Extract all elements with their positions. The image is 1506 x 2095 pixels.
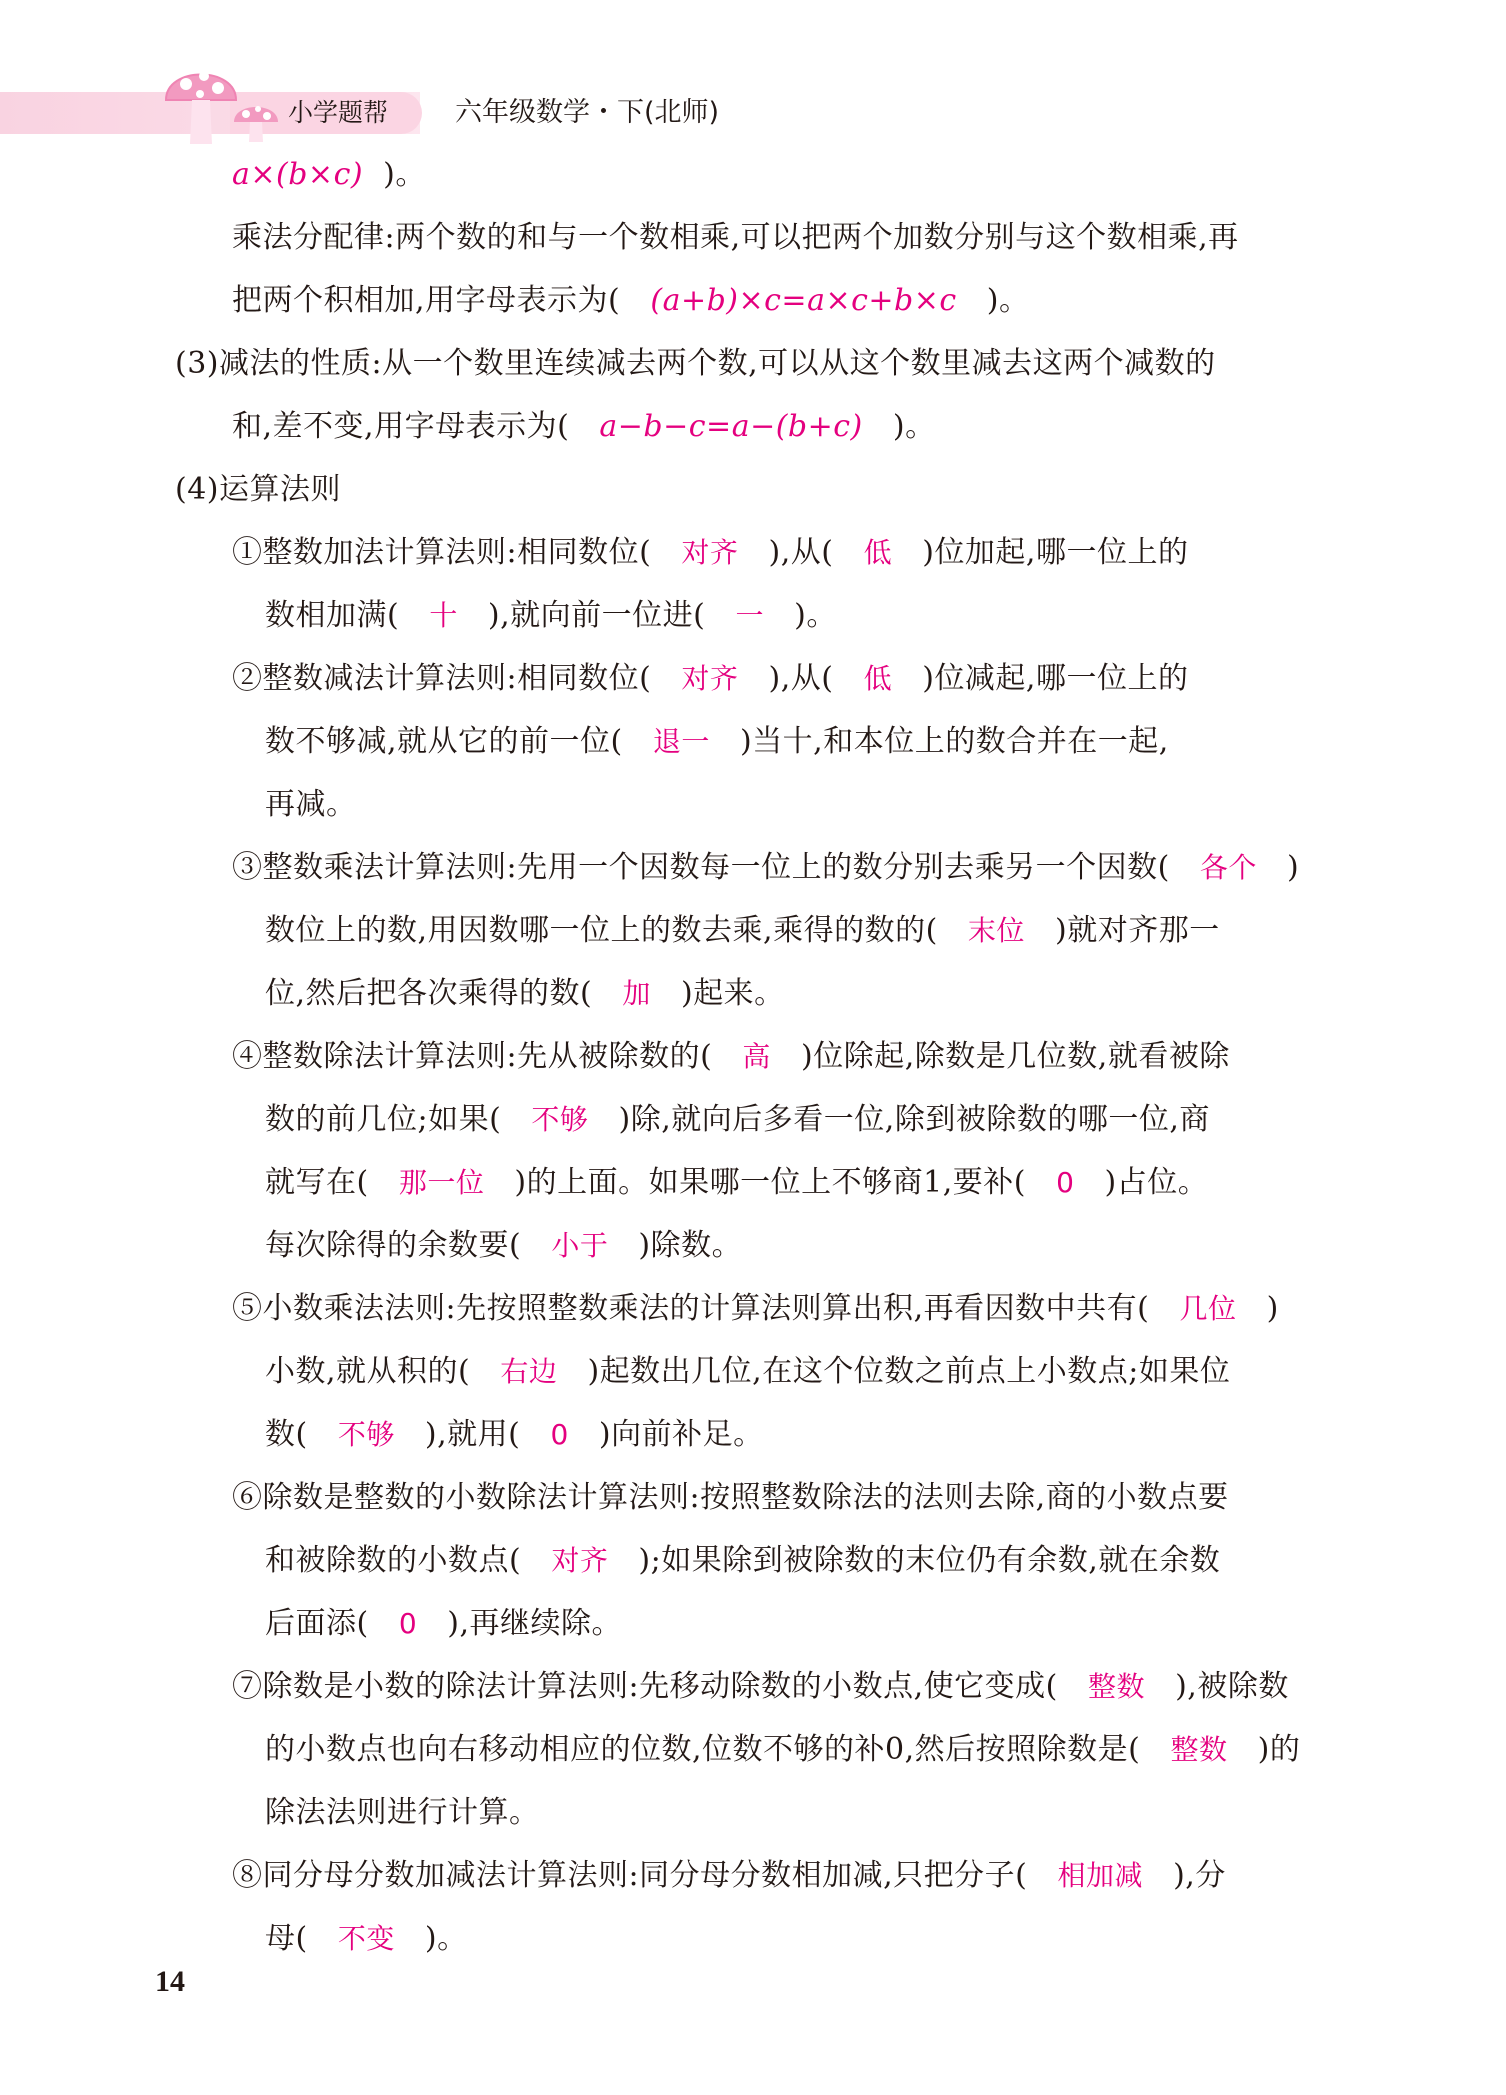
book-title: 六年级数学・下(北师) xyxy=(455,97,720,128)
series-label: 小学题帮 xyxy=(288,98,389,127)
answer: 0 xyxy=(398,1607,418,1640)
answer: 低 xyxy=(863,536,893,569)
text-line: ③整数乘法计算法则:先用一个因数每一位上的数分别去乘另一个因数( 各个 ) xyxy=(232,850,1300,885)
answer: 整数 xyxy=(1170,1733,1228,1766)
answer: 相加减 xyxy=(1057,1859,1143,1892)
text-line: ④整数除法计算法则:先从被除数的( 高 )位除起,除数是几位数,就看被除 xyxy=(232,1039,1230,1074)
answer: 低 xyxy=(863,662,893,695)
answer: 0 xyxy=(1056,1166,1075,1199)
text-line: ⑤小数乘法法则:先按照整数乘法的计算法则算出积,再看因数中共有( 几位 ) xyxy=(232,1291,1279,1326)
text-line: 小数,就从积的( 右边 )起数出几位,在这个位数之前点上小数点;如果位 xyxy=(265,1354,1231,1389)
text-line: 数的前几位;如果( 不够 )除,就向后多看一位,除到被除数的哪一位,商 xyxy=(265,1102,1210,1137)
text-line: 的小数点也向右移动相应的位数,位数不够的补0,然后按照除数是( 整数 )的 xyxy=(265,1732,1301,1767)
text-line: 数不够减,就从它的前一位( 退一 )当十,和本位上的数合并在一起, xyxy=(265,724,1169,759)
text-line: ⑦除数是小数的除法计算法则:先移动除数的小数点,使它变成( 整数 ),被除数 xyxy=(232,1669,1289,1704)
text-line: ⑧同分母分数加减法计算法则:同分母分数相加减,只把分子( 相加减 ),分 xyxy=(232,1858,1226,1893)
text-line: ⑥除数是整数的小数除法计算法则:按照整数除法的法则去除,商的小数点要 xyxy=(232,1480,1229,1515)
answer: (a+b)×c=a×c+b×c xyxy=(650,283,957,318)
mushroom-small-icon xyxy=(232,98,280,144)
answer: 不变 xyxy=(337,1922,395,1955)
answer: 那一位 xyxy=(398,1166,485,1199)
answer: 退一 xyxy=(652,725,710,758)
page-number: 14 xyxy=(155,1965,185,1998)
answer: 加 xyxy=(622,977,651,1010)
text-line: 就写在( 那一位 )的上面。如果哪一位上不够商1,要补( 0 )占位。 xyxy=(265,1165,1209,1200)
text-line: 母( 不变 )。 xyxy=(265,1921,468,1956)
text-line: 把两个积相加,用字母表示为( (a+b)×c=a×c+b×c )。 xyxy=(232,283,1030,318)
text-line: 位,然后把各次乘得的数( 加 )起来。 xyxy=(265,976,785,1011)
text-line: a×(b×c) )。 xyxy=(232,157,426,192)
answer: 0 xyxy=(550,1418,569,1451)
answer: 对齐 xyxy=(681,536,739,569)
answer: 不够 xyxy=(337,1418,395,1451)
answer: 对齐 xyxy=(681,662,739,695)
text-line: 数( 不够 ),就用( 0 )向前补足。 xyxy=(265,1417,764,1452)
answer: 十 xyxy=(429,599,458,632)
answer: 各个 xyxy=(1199,851,1257,884)
text-line: ②整数减法计算法则:相同数位( 对齐 ),从( 低 )位减起,哪一位上的 xyxy=(232,661,1189,696)
answer: a×(b×c) xyxy=(232,157,364,192)
answer: 高 xyxy=(742,1040,771,1073)
text-line: 数相加满( 十 ),就向前一位进( 一 )。 xyxy=(265,598,837,633)
text-line: 除法法则进行计算。 xyxy=(265,1795,540,1830)
text-line: 数位上的数,用因数哪一位上的数去乘,乘得的数的( 末位 )就对齐那一 xyxy=(265,913,1220,948)
text-line: 和被除数的小数点( 对齐 );如果除到被除数的末位仍有余数,就在余数 xyxy=(265,1543,1221,1578)
text-line: 再减。 xyxy=(265,787,357,822)
text-line: (3)减法的性质:从一个数里连续减去两个数,可以从这个数里减去这两个减数的 xyxy=(175,346,1216,381)
text-line: 和,差不变,用字母表示为( a−b−c=a−(b+c) )。 xyxy=(232,409,936,444)
text-line: 后面添( 0 ),再继续除。 xyxy=(265,1606,622,1641)
mushroom-large-icon xyxy=(160,52,242,148)
section-heading: (4)运算法则 xyxy=(175,472,341,507)
answer: a−b−c=a−(b+c) xyxy=(599,409,863,444)
answer: 一 xyxy=(735,599,765,632)
text-line: ①整数加法计算法则:相同数位( 对齐 ),从( 低 )位加起,哪一位上的 xyxy=(232,535,1189,570)
answer: 右边 xyxy=(500,1355,558,1388)
answer: 不够 xyxy=(531,1103,589,1136)
text-line: 乘法分配律:两个数的和与一个数相乘,可以把两个加数分别与这个数相乘,再 xyxy=(232,220,1239,255)
text-line: 每次除得的余数要( 小于 )除数。 xyxy=(265,1228,743,1263)
answer: 几位 xyxy=(1179,1292,1237,1325)
answer: 末位 xyxy=(967,914,1025,947)
answer: 整数 xyxy=(1087,1670,1145,1703)
answer: 对齐 xyxy=(551,1544,609,1577)
answer: 小于 xyxy=(551,1229,609,1262)
